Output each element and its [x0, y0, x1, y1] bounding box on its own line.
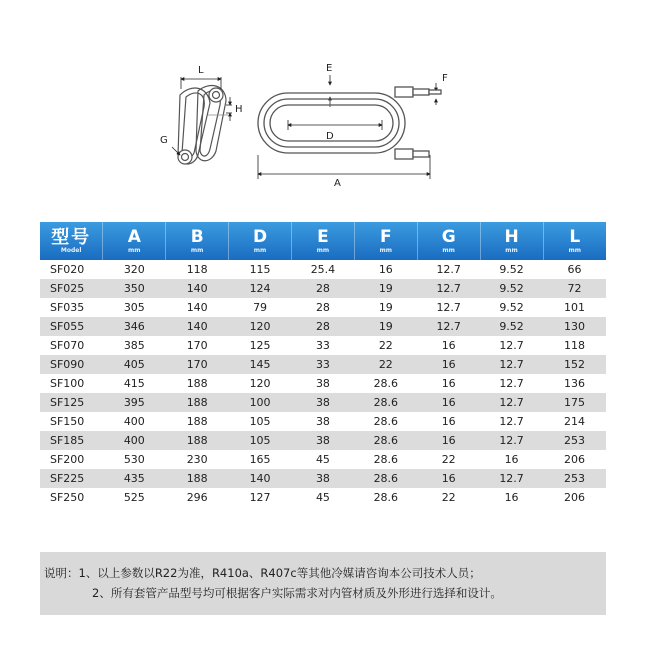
value-cell: 188 — [166, 393, 229, 412]
value-cell: 28 — [292, 279, 355, 298]
table-row — [40, 412, 606, 431]
value-cell: 165 — [229, 450, 292, 469]
value-cell: 16 — [354, 260, 417, 279]
column-header-f: F mm — [354, 222, 417, 260]
dim-label-g: G — [160, 135, 168, 146]
model-cell: SF225 — [40, 469, 103, 488]
value-cell: 395 — [103, 393, 166, 412]
value-cell: 28.6 — [354, 469, 417, 488]
dim-label-h: H — [235, 104, 243, 115]
value-cell: 28.6 — [354, 374, 417, 393]
value-cell: 28 — [292, 317, 355, 336]
value-cell: 525 — [103, 488, 166, 507]
value-cell: 12.7 — [480, 431, 543, 450]
value-cell: 22 — [417, 488, 480, 507]
value-cell: 19 — [354, 298, 417, 317]
value-cell: 16 — [480, 450, 543, 469]
value-cell: 28 — [292, 298, 355, 317]
value-cell: 16 — [417, 336, 480, 355]
value-cell: 38 — [292, 412, 355, 431]
value-cell: 105 — [229, 412, 292, 431]
value-cell: 152 — [543, 355, 606, 374]
value-cell: 230 — [166, 450, 229, 469]
value-cell: 206 — [543, 488, 606, 507]
dim-label-l: L — [198, 65, 204, 76]
value-cell: 188 — [166, 412, 229, 431]
value-cell: 188 — [166, 431, 229, 450]
value-cell: 385 — [103, 336, 166, 355]
coil-dimension-diagram — [150, 55, 450, 190]
value-cell: 16 — [417, 393, 480, 412]
value-cell: 101 — [543, 298, 606, 317]
value-cell: 188 — [166, 374, 229, 393]
column-header-g: G mm — [417, 222, 480, 260]
value-cell: 12.7 — [417, 298, 480, 317]
column-header-e: E mm — [292, 222, 355, 260]
table-row — [40, 355, 606, 374]
value-cell: 415 — [103, 374, 166, 393]
model-cell: SF035 — [40, 298, 103, 317]
coil-top-view — [258, 87, 441, 159]
value-cell: 214 — [543, 412, 606, 431]
value-cell: 9.52 — [480, 317, 543, 336]
value-cell: 33 — [292, 355, 355, 374]
value-cell: 136 — [543, 374, 606, 393]
table-row — [40, 317, 606, 336]
value-cell: 125 — [229, 336, 292, 355]
table-header-row — [40, 222, 606, 260]
value-cell: 170 — [166, 355, 229, 374]
value-cell: 124 — [229, 279, 292, 298]
value-cell: 9.52 — [480, 298, 543, 317]
value-cell: 118 — [166, 260, 229, 279]
value-cell: 16 — [417, 469, 480, 488]
table-row — [40, 279, 606, 298]
value-cell: 253 — [543, 431, 606, 450]
value-cell: 140 — [166, 317, 229, 336]
value-cell: 19 — [354, 279, 417, 298]
column-header-model: 型号 Model — [40, 222, 103, 260]
dim-label-f: F — [442, 73, 448, 84]
value-cell: 38 — [292, 431, 355, 450]
value-cell: 170 — [166, 336, 229, 355]
value-cell: 45 — [292, 488, 355, 507]
column-header-h: H mm — [480, 222, 543, 260]
value-cell: 305 — [103, 298, 166, 317]
value-cell: 140 — [166, 279, 229, 298]
column-header-d: D mm — [229, 222, 292, 260]
model-cell: SF025 — [40, 279, 103, 298]
table-row — [40, 431, 606, 450]
model-cell: SF200 — [40, 450, 103, 469]
value-cell: 22 — [354, 355, 417, 374]
model-cell: SF150 — [40, 412, 103, 431]
table-row — [40, 488, 606, 507]
value-cell: 100 — [229, 393, 292, 412]
table-row — [40, 450, 606, 469]
dim-label-e: E — [326, 63, 333, 74]
value-cell: 22 — [417, 450, 480, 469]
value-cell: 12.7 — [480, 412, 543, 431]
value-cell: 72 — [543, 279, 606, 298]
spec-table — [40, 222, 606, 507]
value-cell: 16 — [417, 431, 480, 450]
value-cell: 9.52 — [480, 279, 543, 298]
value-cell: 140 — [229, 469, 292, 488]
value-cell: 400 — [103, 431, 166, 450]
value-cell: 28.6 — [354, 450, 417, 469]
value-cell: 130 — [543, 317, 606, 336]
value-cell: 530 — [103, 450, 166, 469]
value-cell: 38 — [292, 393, 355, 412]
value-cell: 12.7 — [480, 469, 543, 488]
value-cell: 12.7 — [417, 317, 480, 336]
value-cell: 12.7 — [480, 374, 543, 393]
value-cell: 120 — [229, 374, 292, 393]
value-cell: 320 — [103, 260, 166, 279]
table-body — [40, 260, 606, 507]
value-cell: 66 — [543, 260, 606, 279]
value-cell: 346 — [103, 317, 166, 336]
value-cell: 45 — [292, 450, 355, 469]
value-cell: 19 — [354, 317, 417, 336]
value-cell: 9.52 — [480, 260, 543, 279]
column-header-l: L mm — [543, 222, 606, 260]
value-cell: 16 — [417, 374, 480, 393]
table-row — [40, 260, 606, 279]
note-line-1: 说明：1、以上参数以R22为准，R410a、R407c等其他冷媒请咨询本公司技术人员； — [44, 566, 481, 580]
model-cell: SF055 — [40, 317, 103, 336]
value-cell: 16 — [417, 355, 480, 374]
value-cell: 400 — [103, 412, 166, 431]
value-cell: 25.4 — [292, 260, 355, 279]
value-cell: 253 — [543, 469, 606, 488]
value-cell: 127 — [229, 488, 292, 507]
value-cell: 12.7 — [480, 355, 543, 374]
model-cell: SF100 — [40, 374, 103, 393]
value-cell: 145 — [229, 355, 292, 374]
value-cell: 120 — [229, 317, 292, 336]
value-cell: 206 — [543, 450, 606, 469]
coil-side-view — [178, 86, 228, 164]
value-cell: 175 — [543, 393, 606, 412]
value-cell: 28.6 — [354, 431, 417, 450]
model-cell: SF070 — [40, 336, 103, 355]
value-cell: 296 — [166, 488, 229, 507]
value-cell: 12.7 — [480, 336, 543, 355]
table-row — [40, 469, 606, 488]
column-header-b: B mm — [166, 222, 229, 260]
value-cell: 38 — [292, 374, 355, 393]
value-cell: 38 — [292, 469, 355, 488]
value-cell: 79 — [229, 298, 292, 317]
model-cell: SF185 — [40, 431, 103, 450]
model-cell: SF125 — [40, 393, 103, 412]
value-cell: 33 — [292, 336, 355, 355]
table-row — [40, 298, 606, 317]
value-cell: 188 — [166, 469, 229, 488]
value-cell: 16 — [480, 488, 543, 507]
value-cell: 28.6 — [354, 488, 417, 507]
value-cell: 12.7 — [417, 260, 480, 279]
column-header-a: A mm — [103, 222, 166, 260]
value-cell: 12.7 — [480, 393, 543, 412]
value-cell: 435 — [103, 469, 166, 488]
model-cell: SF090 — [40, 355, 103, 374]
value-cell: 118 — [543, 336, 606, 355]
value-cell: 140 — [166, 298, 229, 317]
value-cell: 28.6 — [354, 412, 417, 431]
value-cell: 28.6 — [354, 393, 417, 412]
value-cell: 115 — [229, 260, 292, 279]
value-cell: 22 — [354, 336, 417, 355]
table-row — [40, 393, 606, 412]
value-cell: 405 — [103, 355, 166, 374]
model-cell: SF020 — [40, 260, 103, 279]
dim-label-d: D — [326, 131, 334, 142]
table-row — [40, 374, 606, 393]
note-line-2: 2、所有套管产品型号均可根据客户实际需求对内管材质及外形进行选择和设计。 — [92, 586, 502, 600]
value-cell: 16 — [417, 412, 480, 431]
value-cell: 350 — [103, 279, 166, 298]
model-cell: SF250 — [40, 488, 103, 507]
notes-box — [40, 552, 606, 615]
table-row — [40, 336, 606, 355]
value-cell: 105 — [229, 431, 292, 450]
value-cell: 12.7 — [417, 279, 480, 298]
dim-label-a: A — [334, 178, 341, 189]
